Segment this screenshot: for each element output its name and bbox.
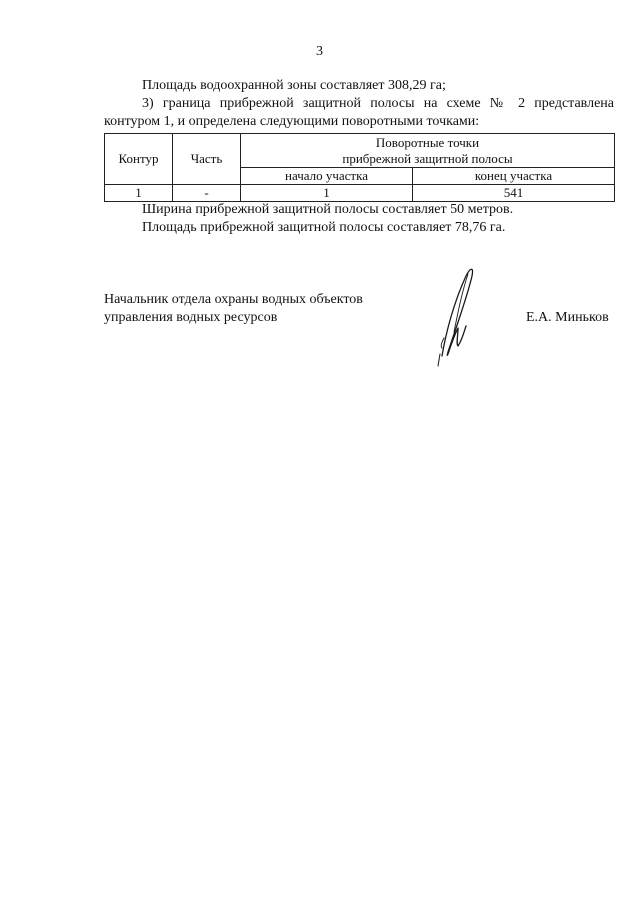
- header-part: Часть: [173, 134, 241, 185]
- cell-part: -: [173, 185, 241, 202]
- signatory-name: Е.А. Миньков: [526, 310, 609, 325]
- header-end: конец участка: [413, 168, 615, 185]
- coastal-strip-boundary-paragraph: 3) граница прибрежной защитной полосы на схеме № 2 представлена контуром 1, и определена следующими поворотными точками:: [104, 96, 614, 129]
- header-turning-points-line1: Поворотные точки: [375, 134, 480, 150]
- signatory-title-line1: Начальник отдела охраны водных объектов: [104, 292, 363, 307]
- cell-contour: 1: [105, 185, 173, 202]
- table-row: [105, 185, 615, 202]
- water-protection-zone-area: Площадь водоохранной зоны составляет 308,29 га;: [142, 78, 446, 93]
- header-turning-points-line2: прибрежной защитной полосы: [241, 151, 615, 168]
- header-contour: Контур: [105, 134, 173, 185]
- page-number: 3: [316, 44, 323, 59]
- cell-end: 541: [413, 185, 615, 202]
- cell-start: 1: [241, 185, 413, 202]
- turning-points-table: [104, 133, 615, 202]
- signatory-title-line2: управления водных ресурсов: [104, 310, 278, 325]
- coastal-strip-area: Площадь прибрежной защитной полосы составляет 78,76 га.: [142, 220, 506, 235]
- signatory-title: [104, 291, 363, 327]
- header-turning-points: [241, 134, 615, 152]
- coastal-strip-width: Ширина прибрежной защитной полосы составляет 50 метров.: [142, 202, 514, 217]
- table-header-row: [105, 134, 615, 152]
- handwritten-signature: [428, 262, 484, 370]
- header-start: начало участка: [241, 168, 413, 185]
